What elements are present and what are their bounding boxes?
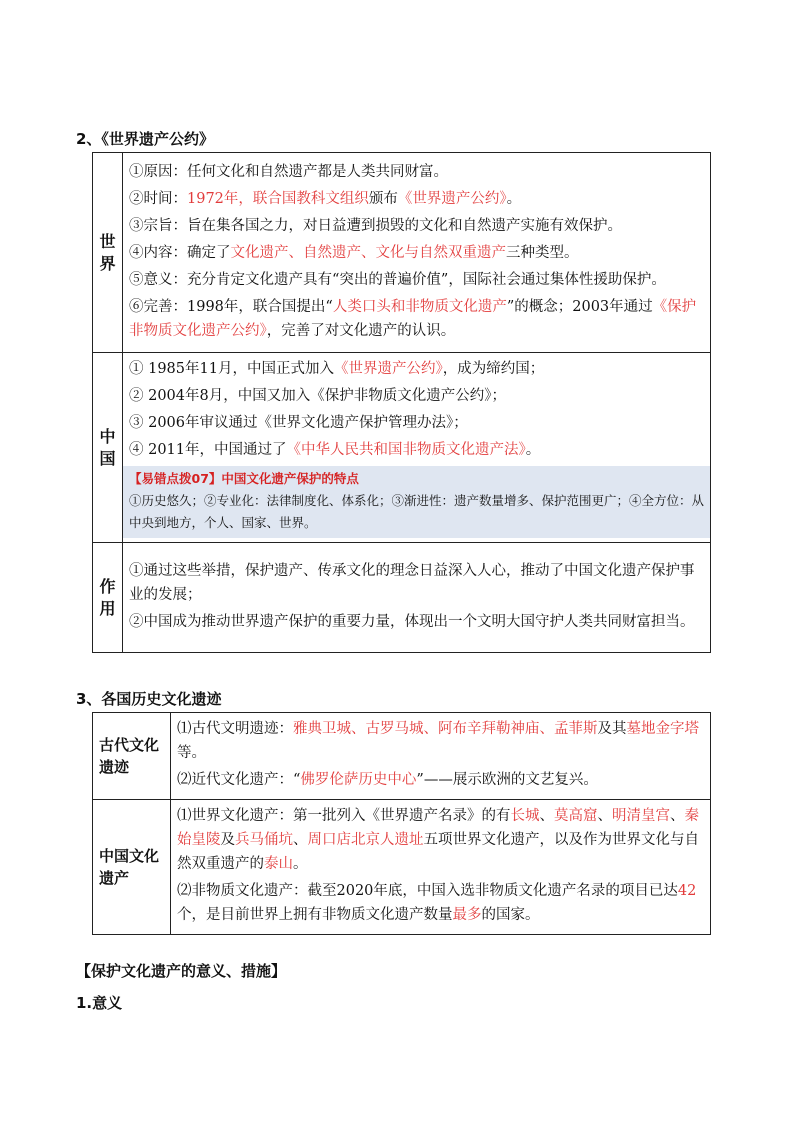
highlight-text: 长城 — [510, 808, 540, 824]
body-text: 、 — [293, 832, 308, 848]
body-text: ⑵近代文化遗产：“ — [177, 772, 301, 788]
body-text: 。 — [525, 442, 541, 458]
highlight-text: 雅典卫城、古罗马城、阿布辛拜勒神庙、孟菲斯 — [293, 721, 598, 737]
tip-title: 【易错点拨07】中国文化遗产保护的特点 — [129, 471, 359, 486]
content-line — [129, 295, 704, 343]
content-line — [177, 717, 704, 765]
body-text: 等。 — [177, 745, 206, 761]
row-label-effect: 作 用 — [93, 543, 123, 653]
body-text: 、 — [597, 808, 612, 824]
tip-box — [123, 466, 710, 538]
content-line — [129, 268, 704, 292]
body-text: ⑴世界文化遗产：第一批列入《世界遗产名录》的有 — [177, 808, 511, 824]
row-content-ancient — [171, 713, 711, 800]
highlight-text: 1972年，联合国教科文组织 — [187, 190, 369, 207]
content-line — [129, 214, 704, 238]
highlight-text: 文化遗产、自然遗产、文化与自然双重遗产 — [230, 244, 506, 261]
body-text: ③ 2006年审议通过《世界文化遗产保护管理办法》； — [129, 415, 468, 431]
body-text: ① 1985年11月，中国正式加入 — [129, 361, 334, 377]
body-text: ⑴古代文明遗迹： — [177, 721, 293, 737]
highlight-text: 《世界遗产公约》 — [397, 190, 507, 207]
highlight-text: 最多 — [452, 907, 482, 923]
body-text: ”——展示欧洲的文艺复兴。 — [416, 772, 598, 788]
content-line — [129, 357, 704, 381]
body-text: 。 — [293, 856, 308, 872]
row-content-effect — [123, 543, 711, 653]
body-text: ④ 2011年，中国通过了 — [129, 442, 287, 458]
body-text: 及其 — [597, 721, 627, 737]
historical-sites-table — [92, 712, 711, 935]
highlight-text: 莫高窟 — [554, 808, 598, 824]
row-label-world: 世 界 — [93, 153, 123, 353]
body-text: 三种类型。 — [506, 244, 579, 261]
table-row-china — [93, 353, 711, 543]
section2-heading: 2、《世界遗产公约》 — [76, 130, 214, 148]
body-text: ⑵非物质文化遗产：截至2020年底，中国入选非物质文化遗产名录的项目已达 — [177, 883, 678, 899]
highlight-text: 秦始皇陵 — [177, 808, 699, 848]
significance-heading: 1.意义 — [76, 994, 123, 1012]
content-line — [177, 804, 704, 876]
body-text: ③宗旨：旨在集各国之力，对日益遭到损毁的文化和自然遗产实施有效保护。 — [129, 217, 622, 234]
body-text: ，完善了对文化遗产的认识。 — [266, 322, 456, 339]
content-line — [129, 187, 704, 211]
content-line — [129, 559, 704, 607]
highlight-text: 42 — [677, 883, 697, 899]
body-text: 。 — [506, 190, 522, 207]
body-text: 、 — [539, 808, 554, 824]
body-text: ②中国成为推动世界遗产保护的重要力量，体现出一个文明大国守护人类共同财富担当。 — [129, 613, 695, 630]
body-text: ，成为缔约国； — [442, 361, 545, 377]
highlight-text: 《中华人民共和国非物质文化遗产法》 — [286, 442, 526, 458]
content-line — [129, 438, 704, 462]
body-text: ”的概念；2003年通过 — [506, 298, 653, 315]
highlight-text: 泰山 — [264, 856, 293, 872]
table-row-effect — [93, 543, 711, 653]
row-content-world — [123, 153, 711, 353]
body-text: ⑤意义：充分肯定文化遗产具有“突出的普遍价值”，国际社会通过集体性援助保护。 — [129, 271, 666, 288]
row-content-china-heritage — [171, 800, 711, 935]
body-text: ②时间： — [129, 190, 187, 207]
section3-heading: 3、各国历史文化遗迹 — [76, 690, 222, 708]
content-line — [129, 384, 704, 408]
highlight-text: 《世界遗产公约》 — [333, 361, 443, 377]
content-line — [129, 610, 704, 634]
body-text: ⑥完善：1998年，联合国提出“ — [129, 298, 333, 315]
body-text: ④内容：确定了 — [129, 244, 231, 261]
body-text: ①通过这些举措，保护遗产、传承文化的理念日益深入人心，推动了中国文化遗产保护事业的发展； — [129, 562, 695, 603]
world-heritage-table — [92, 152, 711, 653]
body-text: 五项世界文化遗产，以及作为世界文化与自然双重遗产的 — [177, 832, 699, 872]
row-label-china: 中 国 — [93, 353, 123, 543]
highlight-text: 佛罗伦萨历史中心 — [300, 772, 417, 788]
content-line — [129, 411, 704, 435]
highlight-text: 周口店北京人遗址 — [307, 832, 424, 848]
row-label-china-heritage: 中国文化 遗产 — [93, 800, 171, 935]
body-text: 及 — [220, 832, 235, 848]
row-label-ancient: 古代文化 遗迹 — [93, 713, 171, 800]
tip-body: ①历史悠久；②专业化：法律制度化、体系化；③渐进性：遗产数量增多、保护范围更广；④全方位：从中央到地方，个人、国家、世界。 — [129, 493, 705, 530]
table-row-ancient — [93, 713, 711, 800]
table-row-china-heritage — [93, 800, 711, 935]
body-text: 颁布 — [368, 190, 398, 207]
body-text: ② 2004年8月，中国又加入《保护非物质文化遗产公约》； — [129, 388, 506, 404]
body-text: 个，是目前世界上拥有非物质文化遗产数量 — [177, 907, 453, 923]
table-row-world — [93, 153, 711, 353]
body-text: 、 — [670, 808, 685, 824]
content-line — [177, 879, 704, 927]
content-line — [129, 241, 704, 265]
highlight-text: 人类口头和非物质文化遗产 — [332, 298, 507, 315]
body-text: 的国家。 — [481, 907, 540, 923]
highlight-text: 《保护非物质文化遗产公约》 — [129, 298, 697, 339]
content-line — [129, 160, 704, 184]
highlight-text: 兵马俑坑 — [235, 832, 293, 848]
highlight-text: 墓地金字塔 — [626, 721, 699, 737]
body-text: ①原因：任何文化和自然遗产都是人类共同财富。 — [129, 163, 448, 180]
protection-heading: 【保护文化遗产的意义、措施】 — [76, 962, 287, 980]
content-line — [177, 768, 704, 792]
row-content-china — [123, 353, 711, 543]
highlight-text: 明清皇宫 — [612, 808, 670, 824]
